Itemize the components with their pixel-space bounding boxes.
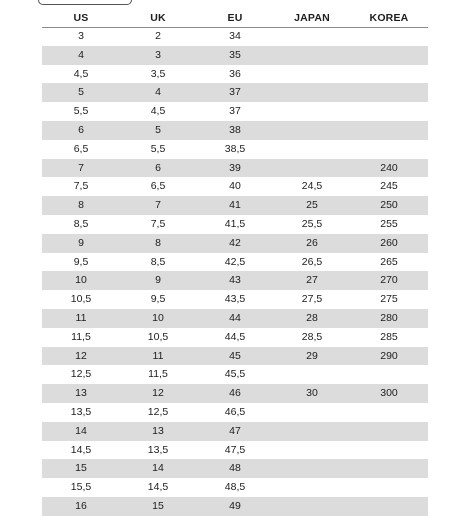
cell-japan: 29 xyxy=(306,349,318,362)
table-row xyxy=(42,403,428,422)
cell-eu: 39 xyxy=(229,161,241,174)
cell-eu: 35 xyxy=(229,48,241,61)
cell-uk: 14,5 xyxy=(147,481,169,494)
cell-us: 4,5 xyxy=(73,67,89,80)
cell-us: 4 xyxy=(78,48,84,61)
cell-korea: 300 xyxy=(380,387,398,400)
cell-uk: 8 xyxy=(155,236,161,249)
cell-us: 15 xyxy=(75,462,87,475)
cell-uk: 12 xyxy=(152,387,164,400)
table-row xyxy=(42,177,428,196)
cell-eu: 43,5 xyxy=(224,293,246,306)
size-table-body xyxy=(42,27,428,516)
cell-eu: 49 xyxy=(229,499,241,512)
cell-japan: 27 xyxy=(306,274,318,287)
cell-eu: 46,5 xyxy=(224,405,246,418)
table-row xyxy=(42,196,428,215)
table-row xyxy=(42,441,428,460)
cell-eu: 38,5 xyxy=(224,142,246,155)
cell-japan: 30 xyxy=(306,387,318,400)
cell-us: 13 xyxy=(75,387,87,400)
cell-uk: 13 xyxy=(152,424,164,437)
table-row xyxy=(42,422,428,441)
cell-uk: 7 xyxy=(155,199,161,212)
table-row xyxy=(42,65,428,84)
cell-uk: 9 xyxy=(155,274,161,287)
table-row xyxy=(42,365,428,384)
table-header xyxy=(42,10,428,28)
cell-eu: 44 xyxy=(229,311,241,324)
cell-uk: 5 xyxy=(155,123,161,136)
cell-korea: 270 xyxy=(380,274,398,287)
table-row xyxy=(42,347,428,366)
cell-us: 11,5 xyxy=(71,330,91,343)
cell-uk: 6 xyxy=(155,161,161,174)
cell-us: 8 xyxy=(78,199,84,212)
cell-eu: 38 xyxy=(229,123,241,136)
cell-korea: 290 xyxy=(380,349,398,362)
cell-eu: 36 xyxy=(229,67,241,80)
cell-us: 11 xyxy=(75,311,87,324)
cell-us: 8,5 xyxy=(73,217,89,230)
cell-japan: 28,5 xyxy=(301,330,323,343)
cell-uk: 3 xyxy=(155,48,161,61)
column-header-us: US xyxy=(73,12,89,24)
cell-us: 7,5 xyxy=(73,180,89,193)
column-header-japan: JAPAN xyxy=(294,12,330,24)
cell-eu: 47,5 xyxy=(224,443,246,456)
cell-uk: 10,5 xyxy=(147,330,169,343)
table-row xyxy=(42,459,428,478)
table-row xyxy=(42,253,428,272)
cell-korea: 250 xyxy=(380,199,398,212)
cell-korea: 260 xyxy=(380,236,398,249)
cell-uk: 7,5 xyxy=(150,217,166,230)
table-row xyxy=(42,309,428,328)
cell-uk: 3,5 xyxy=(150,67,166,80)
cell-eu: 42 xyxy=(229,236,241,249)
cell-us: 10 xyxy=(75,274,87,287)
cell-eu: 48 xyxy=(229,462,241,475)
cell-us: 5,5 xyxy=(73,105,89,118)
cell-us: 5 xyxy=(78,86,84,99)
cell-us: 9 xyxy=(78,236,84,249)
cell-uk: 2 xyxy=(155,30,161,42)
cell-eu: 37 xyxy=(229,105,241,118)
table-row xyxy=(42,497,428,516)
cell-uk: 9,5 xyxy=(150,293,166,306)
cell-us: 10,5 xyxy=(70,293,92,306)
table-row xyxy=(42,27,428,46)
cell-uk: 5,5 xyxy=(150,142,166,155)
table-row xyxy=(42,159,428,178)
cell-eu: 46 xyxy=(229,387,241,400)
cell-eu: 42,5 xyxy=(224,255,246,268)
cell-us: 12,5 xyxy=(70,368,92,381)
column-header-eu: EU xyxy=(227,12,243,24)
table-row xyxy=(42,46,428,65)
table-row xyxy=(42,121,428,140)
table-row xyxy=(42,384,428,403)
cell-eu: 45,5 xyxy=(224,368,246,381)
cell-uk: 10 xyxy=(152,311,164,324)
table-row xyxy=(42,478,428,497)
cell-us: 3 xyxy=(78,30,84,42)
cell-us: 16 xyxy=(75,499,87,512)
cell-eu: 48,5 xyxy=(224,481,246,494)
cell-eu: 47 xyxy=(229,424,241,437)
cell-uk: 6,5 xyxy=(150,180,166,193)
cell-japan: 26 xyxy=(306,236,318,249)
cell-korea: 240 xyxy=(380,161,398,174)
cell-us: 12 xyxy=(75,349,87,362)
cell-uk: 14 xyxy=(152,462,164,475)
cell-eu: 44,5 xyxy=(224,330,246,343)
cell-korea: 285 xyxy=(380,330,398,343)
table-row xyxy=(42,234,428,253)
cell-us: 7 xyxy=(78,161,84,174)
cell-us: 14 xyxy=(75,424,87,437)
cell-us: 14,5 xyxy=(70,443,92,456)
cell-eu: 40 xyxy=(229,180,241,193)
cell-japan: 26,5 xyxy=(301,255,323,268)
cell-korea: 255 xyxy=(380,217,398,230)
cell-eu: 41,5 xyxy=(224,217,246,230)
cell-korea: 275 xyxy=(380,293,398,306)
cell-eu: 45 xyxy=(229,349,241,362)
cell-japan: 25 xyxy=(306,199,318,212)
table-row xyxy=(42,140,428,159)
cell-eu: 41 xyxy=(229,199,241,212)
cell-uk: 8,5 xyxy=(150,255,166,268)
cell-uk: 15 xyxy=(152,499,164,512)
cell-japan: 25,5 xyxy=(301,217,323,230)
table-row xyxy=(42,102,428,121)
table-row xyxy=(42,83,428,102)
cell-korea: 265 xyxy=(380,255,398,268)
cell-eu: 43 xyxy=(229,274,241,287)
table-row xyxy=(42,215,428,234)
cell-korea: 245 xyxy=(380,180,398,193)
cell-us: 6 xyxy=(78,123,84,136)
cell-us: 9,5 xyxy=(73,255,89,268)
cell-uk: 11 xyxy=(152,349,164,362)
cell-us: 13,5 xyxy=(70,405,92,418)
cell-uk: 11,5 xyxy=(148,368,168,381)
cell-uk: 12,5 xyxy=(147,405,169,418)
table-row xyxy=(42,290,428,309)
cell-uk: 4,5 xyxy=(150,105,166,118)
cell-japan: 24,5 xyxy=(301,180,323,193)
cell-japan: 28 xyxy=(306,311,318,324)
column-header-uk: UK xyxy=(150,12,166,24)
cell-us: 6,5 xyxy=(73,142,89,155)
cell-japan: 27,5 xyxy=(301,293,323,306)
cell-korea: 280 xyxy=(380,311,398,324)
cell-uk: 13,5 xyxy=(147,443,169,456)
table-row xyxy=(42,328,428,347)
cell-eu: 37 xyxy=(229,86,241,99)
tab-outline xyxy=(38,0,132,5)
cell-eu: 34 xyxy=(229,30,241,42)
column-header-korea: KOREA xyxy=(369,12,409,24)
table-row xyxy=(42,271,428,290)
cell-uk: 4 xyxy=(155,86,161,99)
cell-us: 15,5 xyxy=(70,481,92,494)
